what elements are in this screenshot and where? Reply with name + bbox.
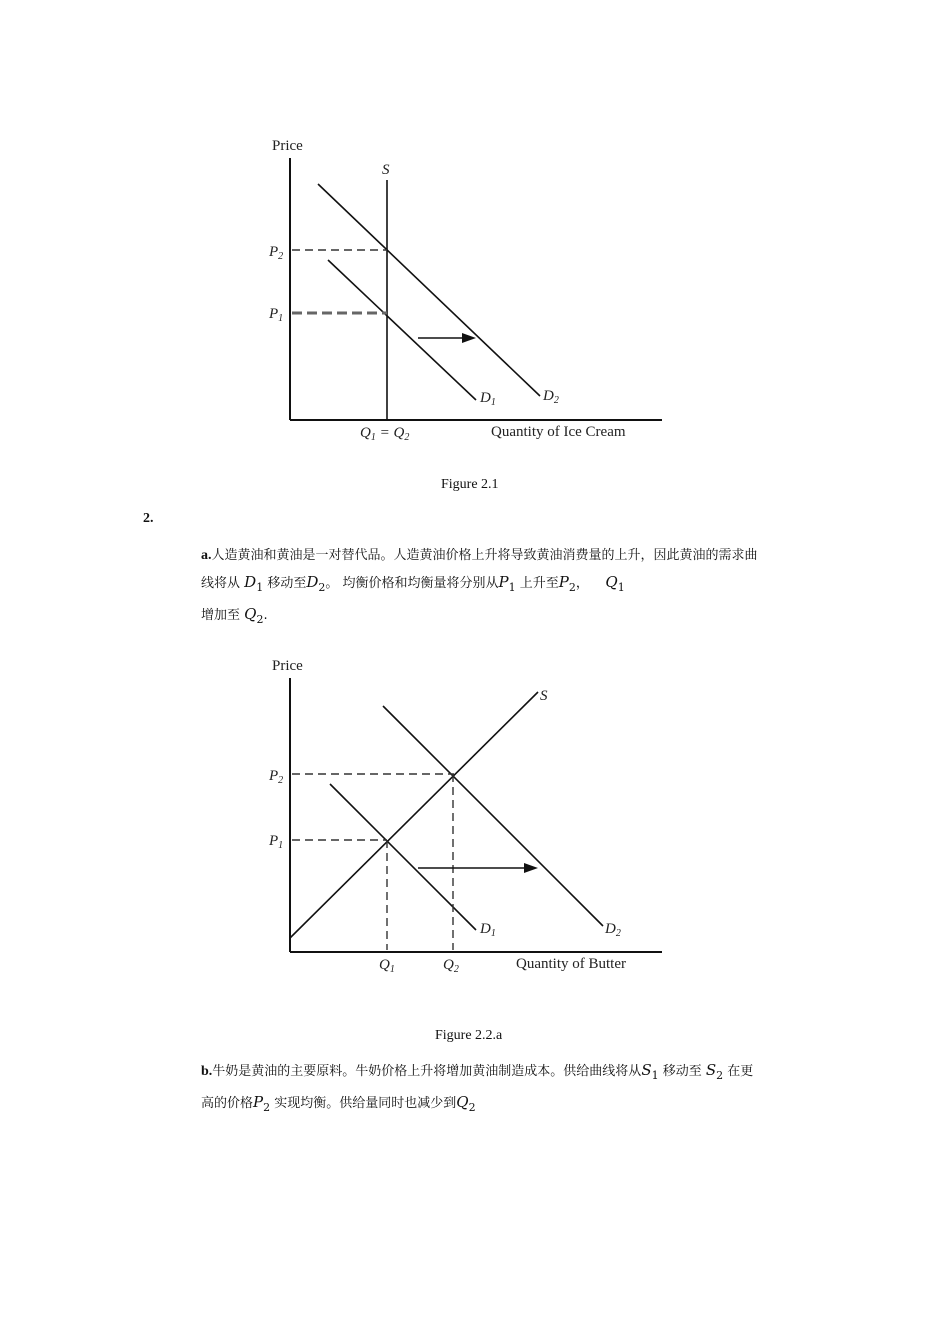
- p1-label: $P_1$: [269, 306, 284, 324]
- q1-label: $Q_1$: [379, 957, 395, 975]
- d1-label: $D_1$: [480, 921, 496, 939]
- p1-label: $P_1$: [269, 833, 284, 851]
- para-b-s2: $S_2$: [705, 1061, 724, 1082]
- supply-label: S: [382, 162, 390, 178]
- paragraph-b: b.牛奶是黄油的主要原料。牛奶价格上升将增加黄油制造成本。供给曲线将从$S_1$ 移动至 $S_2$ 在更高的价格$P_2$ 实现均衡。供给量同时也减少到$Q_2$: [201, 1061, 754, 1114]
- x-axis-label: Quantity of Ice Cream: [491, 424, 626, 440]
- demand-curve-d1: [330, 784, 476, 930]
- figure-2-1-caption: Figure 2.1: [441, 477, 499, 492]
- para-a-d1: $D_1$: [244, 573, 264, 594]
- paragraph-a: a.人造黄油和黄油是一对替代品。人造黄油价格上升将导致黄油消费量的上升，因此黄油的需求曲线将从 $D_1$ 移动至$D_2$。 均衡价格和均衡量将分别从$P_1$ 上升至$P_2$， $Q_1$ 增加至 $Q_2$.: [201, 548, 758, 626]
- supply-label: S: [540, 688, 548, 704]
- q2-label: $Q_2$: [443, 957, 459, 975]
- para-a-label: a.: [201, 548, 212, 563]
- para-b-p2: $P_2$: [253, 1093, 271, 1114]
- supply-curve: [290, 692, 538, 938]
- y-axis-label: Price: [272, 138, 303, 154]
- demand-curve-d2: [318, 184, 540, 396]
- demand-curve-d2: [383, 706, 603, 926]
- question-number: 2.: [143, 511, 154, 526]
- d2-label: $D_2$: [543, 388, 559, 406]
- para-a-p2: $P_2$: [558, 573, 576, 594]
- para-a-d2: $D_2$: [306, 573, 326, 594]
- p2-label: $P_2$: [269, 768, 284, 786]
- demand-curve-d1: [328, 260, 476, 400]
- para-b-label: b.: [201, 1064, 213, 1079]
- para-b-q2: $Q_2$: [456, 1093, 476, 1114]
- figure-2-2a-caption: Figure 2.2.a: [435, 1028, 503, 1043]
- figure-2-2a: [0, 640, 950, 1040]
- para-a-p1: $P_1$: [498, 573, 516, 594]
- para-a-q1: $Q_1$: [605, 573, 625, 594]
- p2-label: $P_2$: [269, 244, 284, 262]
- para-b-s1: $S_1$: [641, 1061, 659, 1082]
- para-a-q2: $Q_2$: [244, 605, 264, 626]
- y-axis-label: Price: [272, 658, 303, 674]
- d2-label: $D_2$: [605, 921, 621, 939]
- shift-arrow-head: [524, 863, 538, 873]
- shift-arrow-head: [462, 333, 476, 343]
- figure-2-1: [0, 0, 950, 480]
- d1-label: $D_1$: [480, 390, 496, 408]
- x-axis-label: Quantity of Butter: [516, 956, 626, 972]
- q-equal-label: $Q_1 = Q_2$: [360, 425, 410, 443]
